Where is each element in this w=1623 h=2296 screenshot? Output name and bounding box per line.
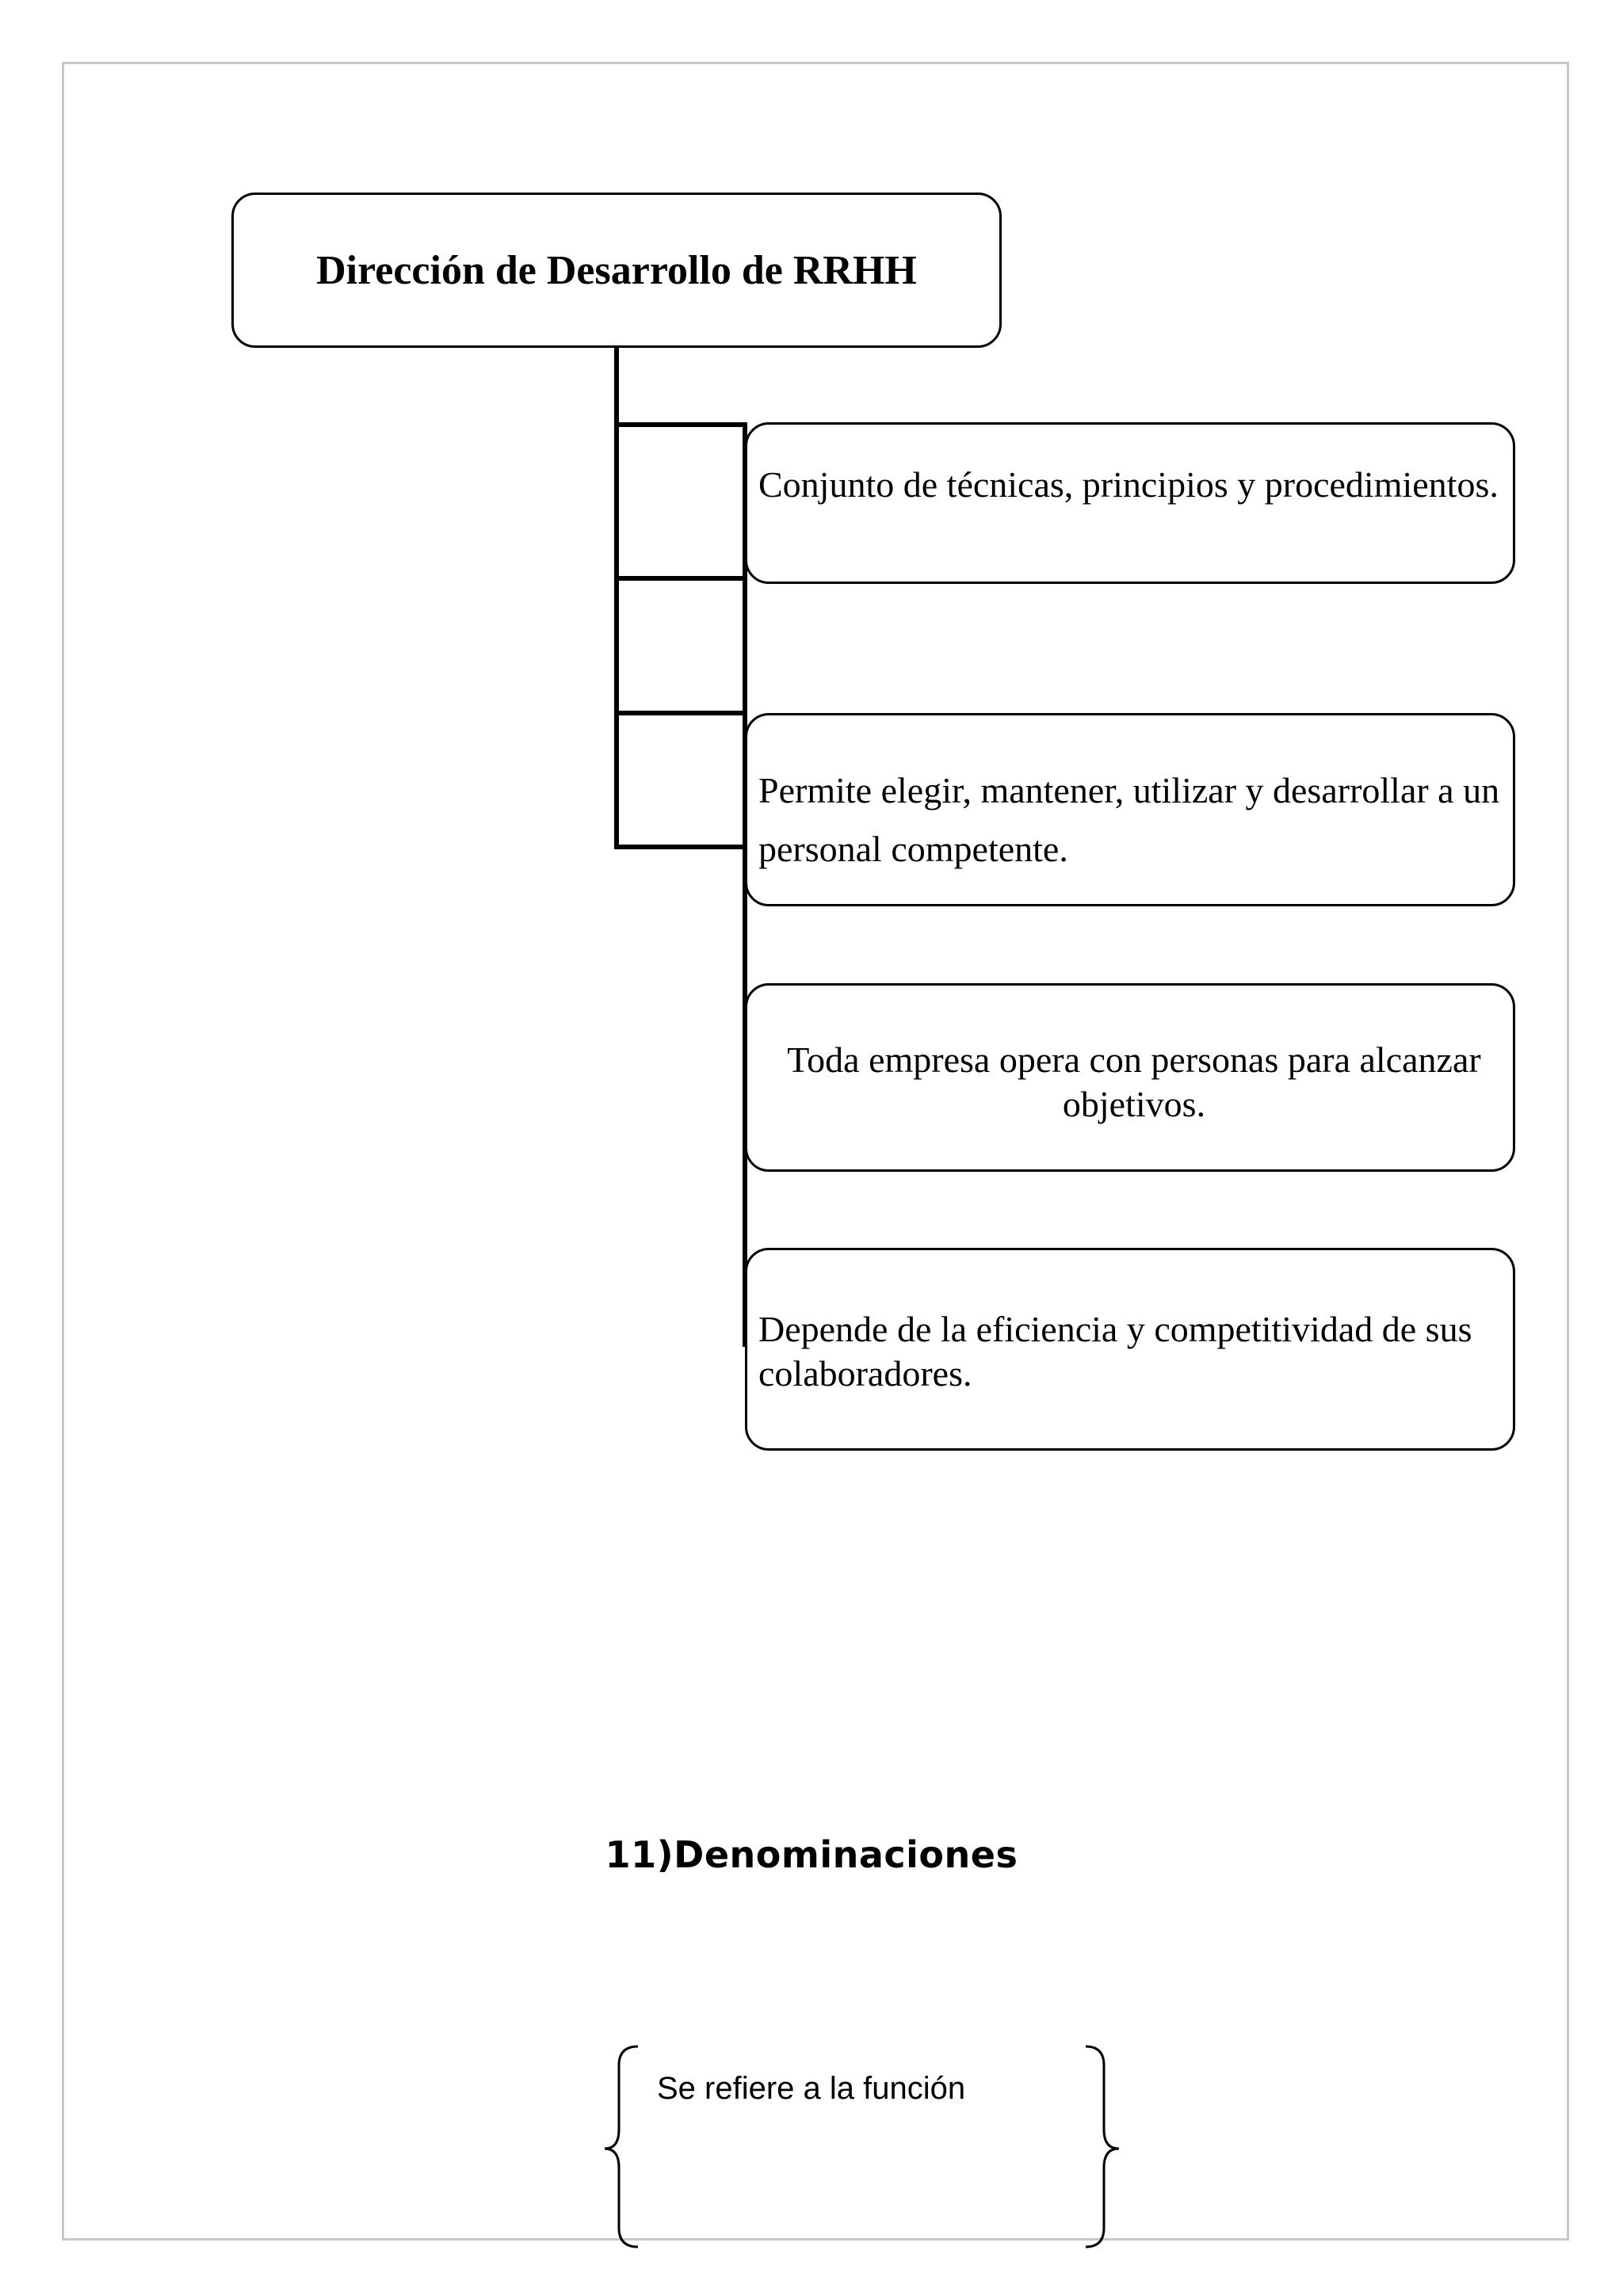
diagram-item-text: Permite elegir, mantener, utilizar y desarrollar a un personal competente. [758,770,1500,869]
diagram-item-text: Depende de la eficiencia y competitividad de sus colaboradores. [758,1309,1472,1394]
diagram-item-3 [745,983,1515,1172]
diagram-item-4 [745,1248,1515,1451]
brace-text: Se refiere a la función [657,2071,966,2106]
diagram-item-text: Toda empresa opera con personas para alcanzar objetivos. [787,1039,1481,1124]
diagram-title: Dirección de Desarrollo de RRHH [316,247,917,293]
right-brace [1086,2046,1119,2247]
left-brace [605,2046,638,2247]
diagram-title-box [231,193,1002,348]
diagram-item-1 [745,422,1515,584]
diagram-item-text: Conjunto de técnicas, principios y procedimientos. [758,464,1499,505]
section-heading: 11)Denominaciones [605,1833,1018,1876]
diagram-item-2 [745,713,1515,906]
